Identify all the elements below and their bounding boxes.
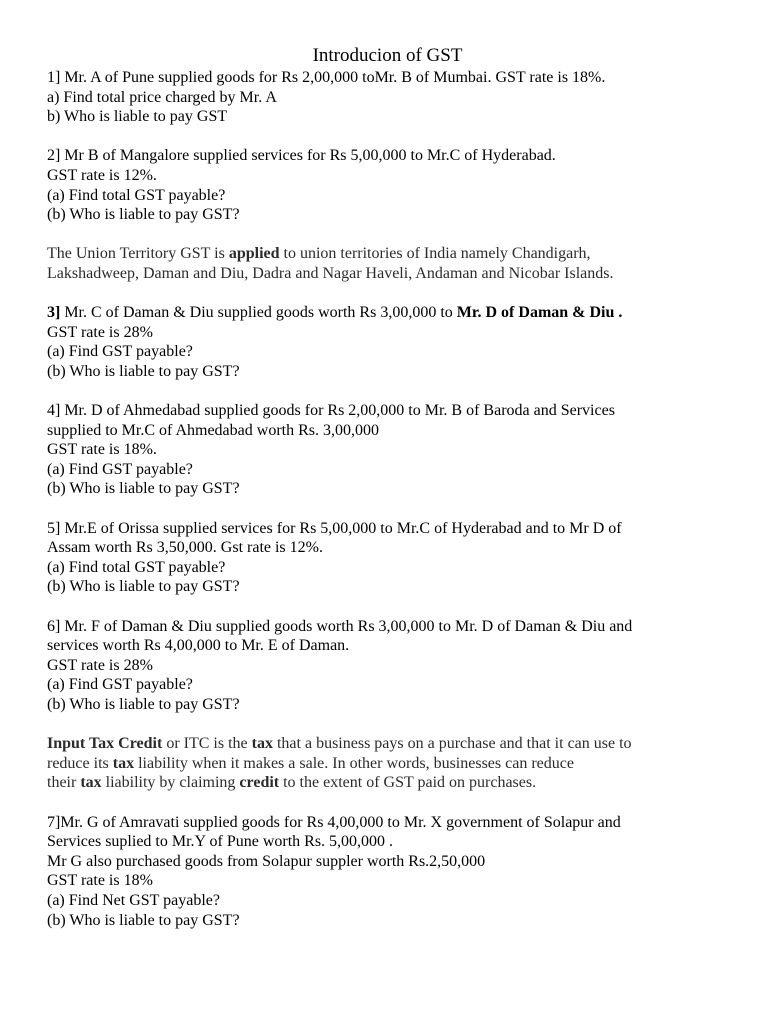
utgst-text: to union territories of India namely Chandigarh, [279,245,591,263]
q6-line-5: (b) Who is liable to pay GST? [47,696,240,713]
q7-line-5: (a) Find Net GST payable? [47,891,220,909]
itc-text: that a business pays on a purchase and that it can use to [272,735,632,753]
q1-line-2: a) Find total price charged by Mr. A [47,88,277,106]
q3-bold: Mr. D of Daman & Diu . [456,304,623,322]
question-2 [47,146,728,224]
itc-bold: credit [239,774,280,792]
q7-line-1: 7]Mr. G of Amravati supplied goods for Rs 4,00,000 to Mr. X government of Solapur and [47,813,621,831]
itc-bold: tax [112,754,135,772]
itc-text: to the extent of GST paid on purchases. [279,774,537,792]
itc-line-3 [47,773,728,793]
q7-line-4: GST rate is 18% [47,872,153,890]
q6-line-4: (a) Find GST payable? [47,676,193,694]
itc-paragraph [47,734,728,793]
spacer [47,382,728,402]
utgst-line-2: Lakshadweep, Daman and Diu, Dadra and Nagar Haveli, Andaman and Nicobar Islands. [47,264,614,282]
spacer [47,284,728,304]
q2-line-2: GST rate is 12%. [47,166,157,184]
spacer [47,715,728,735]
q6-line-2: services worth Rs 4,00,000 to Mr. E of Daman. [47,637,350,655]
question-1 [47,68,728,127]
q3-line-4: (b) Who is liable to pay GST? [47,362,240,380]
question-4 [47,401,728,499]
q2-line-1: 2] Mr B of Mangalore supplied services for Rs 5,00,000 to Mr.C of Hyderabad. [47,147,556,165]
q2-line-3: (a) Find total GST payable? [47,186,226,204]
spacer [47,597,728,617]
spacer [47,499,728,519]
q1-line-3: b) Who is liable to pay GST [47,108,228,126]
itc-line-1 [47,734,728,754]
spacer [47,225,728,245]
question-3 [47,303,728,381]
q3-line-3: (a) Find GST payable? [47,343,193,361]
itc-text: reduce its [47,754,113,772]
q5-line-2: Assam worth Rs 3,50,000. Gst rate is 12%. [47,539,323,557]
itc-bold: Input Tax Credit [47,735,163,753]
itc-bold: tax [80,774,102,792]
itc-text: liability when it makes a sale. In other words, businesses can reduce [134,754,574,772]
utgst-line-1 [47,244,728,264]
utgst-bold: applied [228,245,280,263]
page-title: Introducion of GST [312,45,463,66]
spacer [47,793,728,813]
q3-line-1 [47,303,728,323]
spacer [47,127,728,147]
question-5 [47,519,728,597]
itc-text: liability by claiming [101,774,240,792]
itc-text: or ITC is the [162,735,252,753]
q6-line-1: 6] Mr. F of Daman & Diu supplied goods worth Rs 3,00,000 to Mr. D of Daman & Diu and [47,617,633,635]
q4-line-1: 4] Mr. D of Ahmedabad supplied goods for Rs 2,00,000 to Mr. B of Baroda and Services [47,402,615,420]
itc-line-2 [47,754,728,774]
q4-line-3: GST rate is 18%. [47,441,157,459]
q7-line-2: Services suplied to Mr.Y of Pune worth Rs. 5,00,000 . [47,833,394,851]
q6-line-3: GST rate is 28% [47,656,153,674]
itc-text: their [47,774,81,792]
question-7 [47,813,728,931]
q4-line-2: supplied to Mr.C of Ahmedabad worth Rs. 3,00,000 [47,421,379,439]
q1-line-1: 1] Mr. A of Pune supplied goods for Rs 2,00,000 toMr. B of Mumbai. GST rate is 18%. [47,69,606,86]
utgst-paragraph [47,244,728,283]
q3-text: Mr. C of Daman & Diu supplied goods worth Rs 3,00,000 to [60,304,457,322]
q7-line-3: Mr G also purchased goods from Solapur suppler worth Rs.2,50,000 [47,852,486,870]
itc-bold: tax [251,735,273,753]
q4-line-4: (a) Find GST payable? [47,460,193,478]
q4-line-5: (b) Who is liable to pay GST? [47,480,240,498]
q2-line-4: (b) Who is liable to pay GST? [47,206,240,224]
q3-line-2: GST rate is 28% [47,323,153,341]
q3-number: 3] [47,304,61,322]
q7-line-6: (b) Who is liable to pay GST? [47,911,240,929]
q5-line-4: (b) Who is liable to pay GST? [47,578,240,596]
utgst-text: The Union Territory GST is [47,245,229,263]
q5-line-1: 5] Mr.E of Orissa supplied services for Rs 5,00,000 to Mr.C of Hyderabad and to Mr D of [47,519,622,537]
q5-line-3: (a) Find total GST payable? [47,558,226,576]
question-6 [47,617,728,715]
